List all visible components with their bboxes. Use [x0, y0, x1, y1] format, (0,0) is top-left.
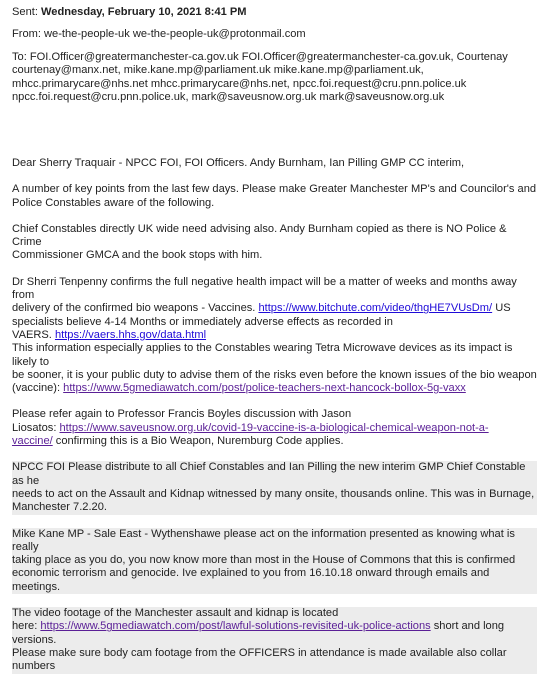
paragraph-chief-constables — [12, 223, 537, 263]
to-recipients-1[interactable]: FOI.Officer@greatermanchester-ca.gov.uk FOI.Officer@greatermanchester-ca.gov.uk, Courtenay — [29, 51, 508, 63]
body-line: specialists believe 4-14 Months or immediately adverse effects as recorded in — [12, 315, 393, 328]
body-line: economic terrorism and genocide. Ive explained to you from 16.10.18 onward through emails and meetings. — [12, 567, 490, 593]
from-line — [12, 28, 537, 41]
sent-line — [12, 6, 537, 19]
sent-label: Sent: — [12, 6, 41, 18]
body-line: be sooner, it is your public duty to advise them of the risks even before the known issues of the bio weapon — [12, 368, 537, 381]
body-line — [12, 422, 537, 435]
body-text: delivery of the confirmed bio weapons - Vaccines. — [12, 302, 259, 315]
body-line: The video footage of the Manchester assault and kidnap is located — [12, 607, 339, 620]
paragraph-tenpenny — [12, 276, 537, 396]
paragraph-npcc-foi — [12, 461, 537, 514]
to-line-3[interactable]: mhcc.primarycare@nhs.net mhcc.primarycare@nhs.net, npcc.foi.request@cru.pnn.police.uk — [12, 77, 467, 90]
saveusnow-link-cont[interactable]: vaccine/ — [12, 435, 53, 448]
paragraph-boyles — [12, 408, 537, 448]
to-label: To: — [12, 51, 30, 63]
body-text: short and long versions. — [12, 620, 505, 646]
body-line — [12, 620, 537, 647]
body-line: Mike Kane MP - Sale East - Wythenshawe please act on the information presented as knowing what is really — [12, 527, 515, 553]
bitchute-link[interactable]: https://www.bitchute.com/video/thgHE7VUsDm/ — [258, 302, 493, 315]
body-text: US — [492, 302, 511, 315]
body-line: Please make sure body cam footage from the OFFICERS in attendance is made available also collar numbers — [12, 646, 507, 673]
body-text: VAERS. — [12, 328, 55, 341]
to-line-1 — [12, 51, 537, 64]
from-address[interactable]: we-the-people-uk we-the-people-uk@protonmail.com — [44, 28, 306, 40]
body-line: taking place as you do, you now know more than most in the House of Commons that this is confirmed — [12, 554, 516, 567]
body-line: A number of key points from the last few days. Please make Greater Manchester MP's and Councilor's and — [12, 183, 537, 196]
body-text: here: — [12, 620, 41, 633]
body-text: (vaccine): — [12, 382, 64, 395]
body-line — [12, 382, 537, 395]
body-line: Manchester 7.2.20. — [12, 501, 107, 514]
body-line: Commissioner GMCA and the book stops with him. — [12, 249, 263, 262]
from-label: From: — [12, 28, 45, 40]
sent-date: Wednesday, February 10, 2021 8:41 PM — [41, 6, 247, 18]
to-line-4[interactable]: npcc.foi.request@cru.pnn.police.uk, mark@saveusnow.org.uk mark@saveusnow.org.uk — [12, 90, 445, 103]
paragraph-mike-kane — [12, 528, 537, 594]
to-block — [12, 51, 537, 104]
body-text: confirming this is a Bio Weapon, Nuremburg Code applies. — [52, 435, 344, 448]
body-line: Dr Sherri Tenpenny confirms the full negative health impact will be a matter of weeks and months away from — [12, 275, 517, 302]
message-body — [12, 157, 537, 687]
body-line: Chief Constables directly UK wide need advising also. Andy Burnham copied as there is NO Police & Crime — [12, 222, 507, 249]
5gmediawatch-police-link[interactable]: https://www.5gmediawatch.com/post/police-teachers-next-hancock-bollox-5g-vaxx — [63, 382, 466, 395]
body-line: This information especially applies to the Constables wearing Tetra Microwave devices as its impact is likely to — [12, 342, 513, 368]
body-text: Liosatos: — [12, 421, 60, 434]
saveusnow-link[interactable]: https://www.saveusnow.org.uk/covid-19-vaccine-is-a-biological-chemical-weapon-not-a- — [59, 421, 489, 434]
vaers-link[interactable]: https://vaers.hhs.gov/data.html — [54, 328, 207, 341]
5gmediawatch-lawful-solutions-link[interactable]: https://www.5gmediawatch.com/post/lawful-solutions-revisited-uk-police-actions — [40, 620, 431, 633]
body-line — [12, 435, 537, 448]
body-line: NPCC FOI Please distribute to all Chief Constables and Ian Pilling the new interim GMP Chief Constable as he — [12, 461, 526, 487]
body-line — [12, 302, 537, 315]
body-line: Please refer again to Professor Francis Boyles discussion with Jason — [12, 408, 352, 421]
to-line-2[interactable]: courtenay@manx.net, mike.kane.mp@parliament.uk mike.kane.mp@parliament.uk, — [12, 64, 424, 77]
greeting: Dear Sherry Traquair - NPCC FOI, FOI Officers. Andy Burnham, Ian Pilling GMP CC interim, — [12, 157, 465, 169]
body-line: Police Constables aware of the following. — [12, 196, 215, 209]
body-line — [12, 329, 537, 342]
paragraph-video-footage — [12, 607, 537, 673]
paragraph-key-points — [12, 183, 537, 210]
body-line: needs to act on the Assault and Kidnap witnessed by many onsite, thousands online. This was in Burnage, — [12, 487, 535, 500]
